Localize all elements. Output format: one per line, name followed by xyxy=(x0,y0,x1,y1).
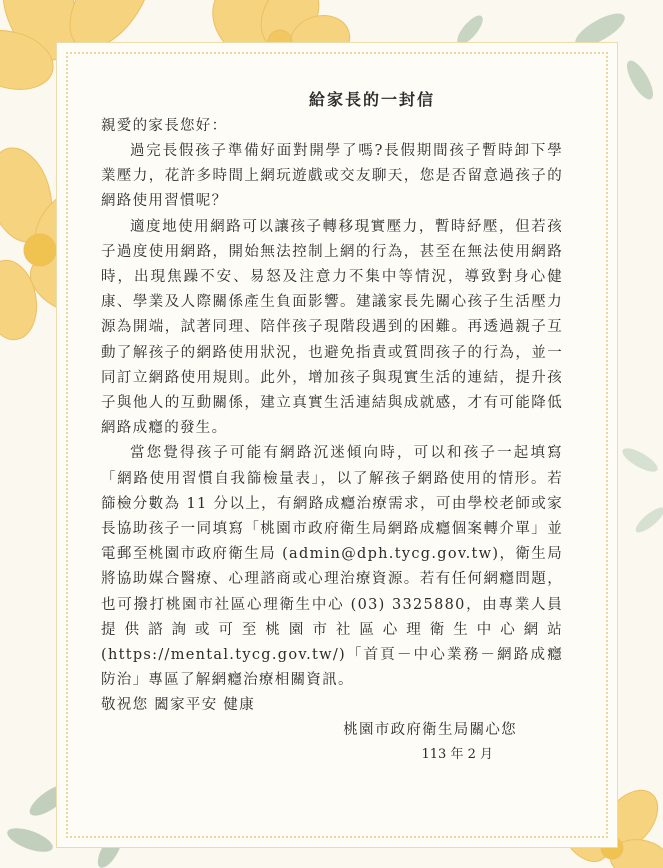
paragraph-3: 當您覺得孩子可能有網路沉迷傾向時，可以和孩子一起填寫「網路使用習慣自我篩檢量表」，以了解孩子網路使用的情形。若篩檢分數為 11 分以上，有網路成癮治療需求，可由學校老師或家長協助孩子一同填寫「桃園市政府衛生局網路成癮個案轉介單」並電郵至桃園市政府衛生局 (admin@dph.tycg.gov.tw)，衛生局將協助媒合醫療、心理諮商或心理治療資源。若有任何網癮問題，也可撥打桃園市社區心理衛生中心 (03) 3325880，由專業人員提供諮詢或可至桃園市社區心理衛生中心網站 (https://mental.tycg.gov.tw/)「首頁－中心業務－網路成癮防治」專區了解網癮治療相關資訊。 xyxy=(101,445,563,689)
signature: 桃園市政府衛生局關心您 xyxy=(343,722,517,739)
leaves-right-middle xyxy=(619,444,663,536)
salutation: 親愛的家長您好： xyxy=(101,118,228,134)
closing: 敬祝您 闔家平安 健康 xyxy=(101,697,256,714)
paragraph-1: 過完長假孩子準備好面對開學了嗎?長假期間孩子暫時卸下學業壓力，花許多時間上網玩遊戲或交友聊天，您是否留意過孩子的網路使用習慣呢？ xyxy=(101,143,563,210)
letter-title: 給家長的一封信 xyxy=(308,90,435,109)
date: 113 年 2 月 xyxy=(421,747,493,763)
paragraph-2: 適度地使用網路可以讓孩子轉移現實壓力，暫時紓壓，但若孩子過度使用網路，開始無法控制上網的行為，甚至在無法使用網路時，出現焦躁不安、易怒及注意力不集中等情況，導致對身心健康、學業及人際關係產生負面影響。建議家長先關心孩子生活壓力源為開端，試著同理、陪伴孩子現階段遇到的困難。再透過親子互動了解孩子的網路使用狀況，也避免指責或質問孩子的行為，並一同訂立網路使用規則。此外，增加孩子與現實生活的連結，提升孩子與他人的互動關係，建立真實生活連結與成就感，才有可能降低網路成癮的發生。 xyxy=(101,218,563,437)
letter-body xyxy=(101,86,563,767)
